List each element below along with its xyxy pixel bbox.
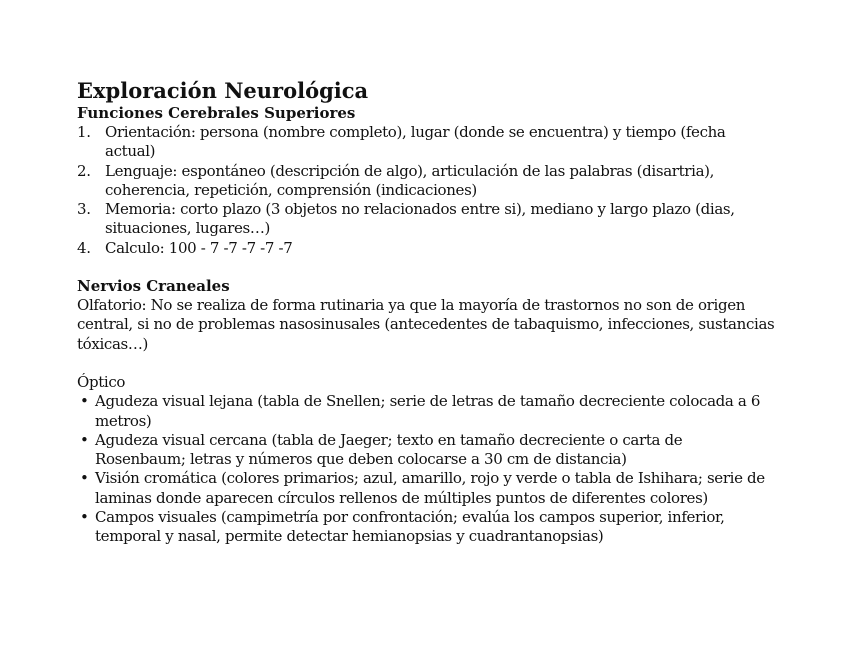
funciones-list <box>77 123 777 258</box>
list-item-text: Agudeza visual lejana (tabla de Snellen; serie de letras de tamaño decreciente colocada a 6 metros) <box>95 392 761 430</box>
bullet-icon: • <box>80 430 89 449</box>
list-number: 4. <box>77 238 91 257</box>
list-item <box>77 469 777 508</box>
section-heading-funciones: Funciones Cerebrales Superiores <box>77 104 356 122</box>
spacer <box>77 354 777 373</box>
list-number: 3. <box>77 200 91 219</box>
list-item <box>77 200 777 239</box>
olfatorio-paragraph: Olfatorio: No se realiza de forma rutinaria ya que la mayoría de trastornos no son de origen central, si no de problemas nasosinusales (antecedentes de tabaquismo, infecciones, sustancias tóxicas…) <box>77 296 775 353</box>
section-heading-nervios: Nervios Craneales <box>77 277 230 296</box>
list-item-text: Campos visuales (campimetría por confrontación; evalúa los campos superior, inferior, temporal y nasal, permite detectar hemianopsias y cuadrantanopsias) <box>95 508 725 546</box>
optico-list <box>77 392 777 546</box>
list-item <box>77 431 777 470</box>
page-title: Exploración Neurológica <box>77 78 369 103</box>
list-item-text: Calculo: 100 - 7 -7 -7 -7 -7 <box>105 238 293 257</box>
list-item-text: Memoria: corto plazo (3 objetos no relacionados entre si), mediano y largo plazo (dias, situaciones, lugares…) <box>105 200 735 238</box>
document-page <box>77 78 777 547</box>
list-item <box>77 508 777 547</box>
list-item <box>77 162 777 201</box>
bullet-icon: • <box>80 508 89 527</box>
list-item-text: Visión cromática (colores primarios; azul, amarillo, rojo y verde o tabla de Ishihara; serie de laminas donde aparecen círculos rellenos de múltiples puntos de diferentes colores) <box>95 469 765 507</box>
spacer <box>77 258 777 277</box>
list-item <box>77 392 777 431</box>
list-item-text: Lenguaje: espontáneo (descripción de algo), articulación de las palabras (disartria), coherencia, repetición, comprensión (indicaciones) <box>105 161 715 199</box>
list-item <box>77 123 777 162</box>
bullet-icon: • <box>80 469 89 488</box>
list-number: 1. <box>77 123 91 141</box>
list-item <box>77 239 777 258</box>
optico-label: Óptico <box>77 372 126 391</box>
list-item-text: Agudeza visual cercana (tabla de Jaeger; texto en tamaño decreciente o carta de Rosenbaum; letras y números que deben colocarse a 30 cm de distancia) <box>95 430 683 469</box>
bullet-icon: • <box>80 392 89 411</box>
list-number: 2. <box>77 161 91 180</box>
list-item-text: Orientación: persona (nombre completo), lugar (donde se encuentra) y tiempo (fecha actual) <box>105 123 726 161</box>
